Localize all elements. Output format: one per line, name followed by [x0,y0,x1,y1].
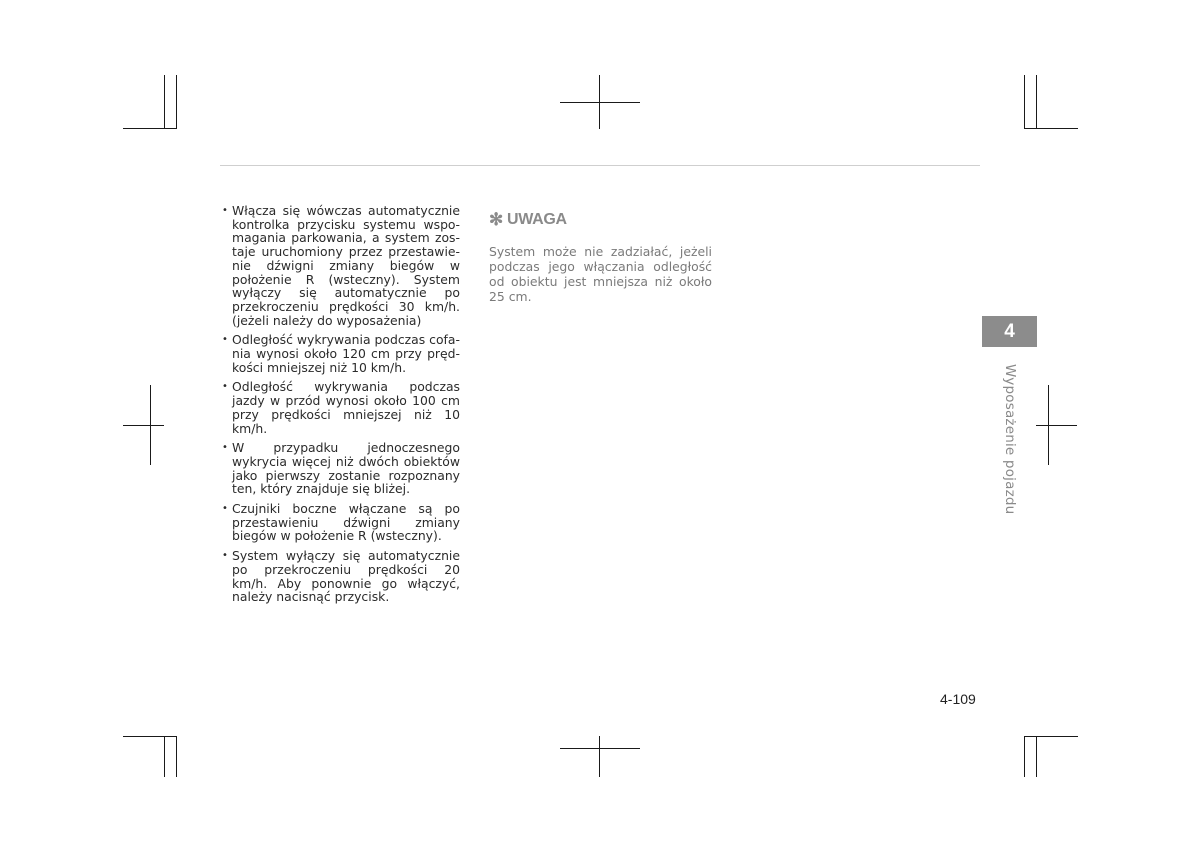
crop-mark [1024,736,1025,777]
bullet-list [222,204,460,604]
left-column [222,204,460,610]
asterisk-icon: ✻ [489,210,503,229]
crop-mark [1036,425,1077,426]
crop-mark [164,75,165,129]
crop-mark [1024,128,1078,129]
crop-mark [123,736,177,737]
list-item: • Odległość wykrywania podczas jazdy w przód wynosi około 100 cm przy prędkości mniejszej niż 10 km/h. [222,380,460,435]
list-item: • System wyłączy się automatycznie po przekroczeniu prędkości 20 km/h. Aby ponownie go włączyć, należy nacisnąć przycisk. [222,549,460,604]
crop-mark [1036,736,1037,777]
list-item: • W przypadku jednoczesnego wykrycia więcej niż dwóch obiektów jako pierwszy zostanie rozpoznany ten, który znajduje się bliżej. [222,441,460,496]
notice-heading [489,210,712,230]
crop-mark [176,75,177,129]
chapter-tab: 4 [982,316,1037,347]
header-rule [220,165,980,166]
list-item: • Włącza się wówczas automatycznie kontrolka przycisku systemu wspomagania parkowania, a system zostaje uruchomiony przez przestawienie dźwigni zmiany biegów w położenie R (wsteczny). System wyłączy się automatycznie po przekroczeniu prędkości 30 km/h. (jeżeli należy do wyposażenia) [222,204,460,327]
list-item: • Odległość wykrywania podczas cofania wynosi około 120 cm przy prędkości mniejszej niż 10 km/h. [222,333,460,374]
crop-mark [560,748,640,749]
crop-mark [176,736,177,777]
crop-mark [1036,75,1037,129]
chapter-title: Wyposażenie pojazdu [1002,364,1018,515]
page-number: 4-109 [940,691,976,707]
crop-mark [123,128,177,129]
crop-mark [1024,736,1078,737]
crop-mark [599,736,600,777]
crop-mark [560,102,640,103]
crop-mark [123,425,164,426]
list-item: • Czujniki boczne włączane są po przestawieniu dźwigni zmiany biegów w położenie R (wsteczny). [222,502,460,543]
crop-mark [164,736,165,777]
crop-mark [1024,75,1025,129]
notice-title: UWAGA [506,211,567,228]
notice-text: System może nie zadziałać, jeżeli podczas jego włączania odległość od obiektu jest mniejsza niż około 25 cm. [489,244,712,304]
notice-box [489,210,712,304]
